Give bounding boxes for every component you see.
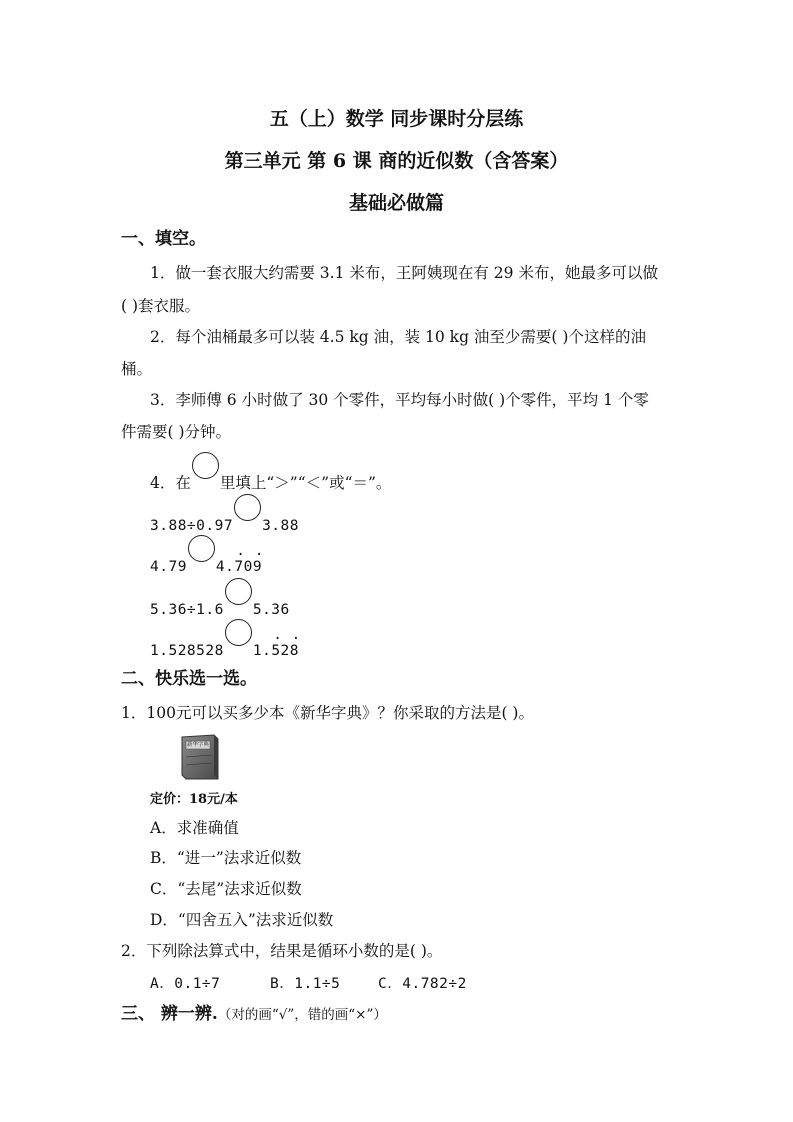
question-4-prefix: 4．在 xyxy=(150,474,191,492)
answer-circle-icon[interactable] xyxy=(234,494,261,521)
answer-circle-icon xyxy=(192,452,219,479)
compare-row-2 xyxy=(150,546,262,575)
option-b: B．“进一”法求近似数 xyxy=(150,849,302,867)
compare-3-right: 5.36 xyxy=(252,602,290,618)
section-judge-heading xyxy=(121,999,387,1024)
dictionary-book-icon xyxy=(180,733,220,781)
question-2-line2: 桶。 xyxy=(121,360,153,378)
compare-row-1 xyxy=(150,505,299,534)
compare-row-4 xyxy=(150,630,299,659)
question-1-line1: 1．做一套衣服大约需要 3.1 米布，王阿姨现在有 29 米布，她最多可以做 xyxy=(150,264,658,282)
compare-2-right-repeat-start: · 7 xyxy=(234,559,243,575)
question-4-suffix: 里填上“＞”“＜”或“＝”。 xyxy=(219,474,392,492)
q2-option-b: B．1.1÷5 xyxy=(270,976,341,992)
section-choice-heading: 二、快乐选一选。 xyxy=(121,669,257,689)
compare-4-right-repeat-start: · 5 xyxy=(271,643,280,659)
compare-2-right-int: 4. xyxy=(215,559,235,575)
option-c: C．“去尾”法求近似数 xyxy=(150,880,302,898)
option-a: A．求准确值 xyxy=(150,819,239,837)
question-1-line2: ( )套衣服。 xyxy=(121,297,201,315)
compare-3-left: 5.36÷1.6 xyxy=(150,602,224,618)
compare-2-right-mid: 0 xyxy=(243,559,253,575)
compare-4-right-int: 1. xyxy=(252,643,272,659)
compare-row-3 xyxy=(150,589,290,618)
section-judge-note: （对的画“√”，错的画“×”） xyxy=(217,1007,387,1023)
worksheet-title: 五（上）数学 同步课时分层练 xyxy=(269,108,524,130)
question-3-line1: 3．李师傅 6 小时做了 30 个零件，平均每小时做( )个零件，平均 1 个零 xyxy=(150,391,649,409)
compare-1-left: 3.88÷0.97 xyxy=(150,518,234,534)
question-4 xyxy=(150,463,391,493)
choice-question-1: 1．100元可以买多少本《新华字典》？你采取的方法是( )。 xyxy=(121,704,534,722)
section-fill-blank-heading: 一、填空。 xyxy=(121,229,206,249)
compare-2-right-repeat-end: · 9 xyxy=(253,559,262,575)
option-d: D．“四舍五入”法求近似数 xyxy=(150,911,334,929)
compare-2-left: 4.79 xyxy=(150,559,187,575)
answer-circle-icon[interactable] xyxy=(225,578,252,605)
choice-question-2: 2．下列除法算式中，结果是循环小数的是( )。 xyxy=(121,942,443,960)
answer-circle-icon[interactable] xyxy=(225,619,252,646)
compare-1-right: 3.88 xyxy=(262,518,299,534)
q2-option-a: A．0.1÷7 xyxy=(150,976,221,992)
section-judge-title: 三、 辨一辨. xyxy=(121,1004,218,1024)
answer-circle-icon[interactable] xyxy=(188,535,215,562)
compare-4-left: 1.528528 xyxy=(150,643,224,659)
level-title: 基础必做篇 xyxy=(348,192,444,214)
q2-option-c: C．4.782÷2 xyxy=(378,976,467,992)
question-3-line2: 件需要( )分钟。 xyxy=(121,423,232,441)
compare-4-right-repeat-end: · 8 xyxy=(290,643,299,659)
book-price-label: 定价：18元/本 xyxy=(150,792,238,807)
lesson-title: 第三单元 第 6 课 商的近似数（含答案） xyxy=(224,150,569,172)
book-cover-title: 新华字典 xyxy=(186,742,209,748)
question-2-line1: 2．每个油桶最多可以装 4.5 kg 油，装 10 kg 油至少需要( )个这样的油 xyxy=(150,328,646,346)
compare-4-right-mid: 2 xyxy=(280,643,290,659)
